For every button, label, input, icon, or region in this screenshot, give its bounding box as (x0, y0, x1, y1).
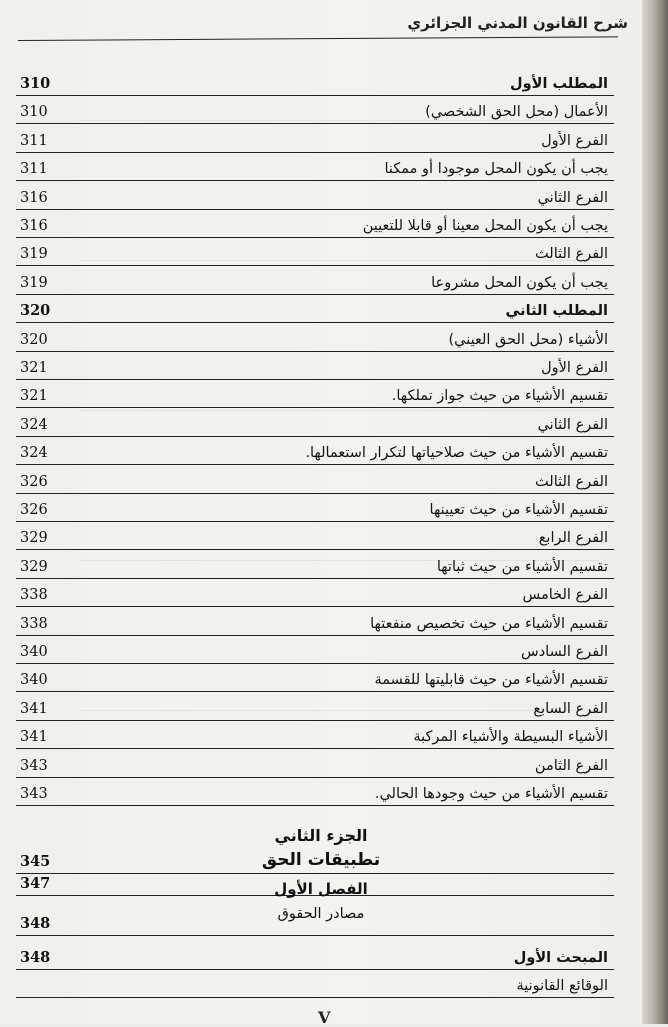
toc-entry-label: الفرع السادس (521, 644, 608, 660)
toc-page-number: 348 (20, 915, 51, 932)
toc-entry-label: الأشياء البسيطة والأشياء المركبة (413, 729, 608, 746)
toc-page-number: 310 (20, 104, 48, 121)
running-header: شرح القانون المدني الجزائري (407, 14, 628, 32)
toc-page-number: 324 (20, 416, 48, 433)
toc-entry-label: الفرع الثامن (534, 757, 608, 774)
book-spine (642, 0, 668, 1024)
toc-page-number: 343 (20, 786, 48, 802)
toc-page-number: 341 (20, 700, 48, 717)
toc-row (16, 970, 614, 998)
toc-page-number: 319 (20, 246, 48, 263)
toc-page-number: 311 (20, 132, 48, 149)
toc-page-number: 329 (20, 558, 48, 575)
toc-page-number: 311 (20, 161, 48, 178)
toc-entry-label: الفرع الثالث (535, 246, 608, 263)
toc-entry-label: تقسيم الأشياء من حيث قابليتها للقسمة (374, 672, 608, 689)
row-rule (16, 997, 614, 998)
toc-entry-label: المطلب الأول (510, 76, 608, 92)
toc-page-number: 345 (20, 853, 51, 870)
toc-page-number: 343 (20, 757, 48, 774)
toc-entry-label: تقسيم الأشياء من حيث ثباتها (436, 558, 608, 575)
toc-entry-label: تقسيم الأشياء من حيث صلاحياتها لتكرار استعمالها. (305, 445, 608, 462)
toc-page-number: 310 (20, 75, 51, 92)
toc-page-number: 321 (20, 388, 48, 405)
toc-entry-label: تقسيم الأشياء من حيث تخصيص منفعتها (370, 615, 608, 632)
toc-entry-label: تقسيم الأشياء من حيث تعيينها (429, 502, 608, 518)
toc-page-number: 324 (20, 445, 48, 462)
toc-entry-label: الأعمال (محل الحق الشخصي) (425, 104, 608, 121)
toc-entry-label: تقسيم الأشياء من حيث جواز تملكها. (391, 388, 608, 405)
toc-entry-label: الفرع الثالث (535, 473, 608, 490)
toc-entry-label: الأشياء (محل الحق العيني) (448, 331, 608, 348)
chapter-title: الفصل الأول (274, 880, 368, 898)
toc-page-number: 338 (20, 615, 48, 632)
toc-page-number: 348 (20, 949, 51, 966)
toc-page-number: 338 (20, 587, 48, 604)
page-number: V (318, 1008, 331, 1027)
toc-entry-label: يجب أن يكون المحل معينا أو قابلا للتعيين (362, 218, 608, 234)
toc-page-number: 320 (20, 331, 48, 348)
toc-page-number: 320 (20, 302, 51, 320)
toc-entry-label: المطلب الثاني (505, 303, 608, 320)
toc-page-number: 321 (20, 360, 48, 376)
toc-entry-label: الفرع الأول (541, 360, 608, 376)
toc-entry-label: يجب أن يكون المحل مشروعا (431, 274, 608, 291)
toc-entry-label: الفرع الثاني (537, 416, 608, 433)
toc-page-number: 319 (20, 274, 48, 291)
toc-entry-label: يجب أن يكون المحل موجودا أو ممكنا (384, 161, 608, 178)
toc-page-number: 341 (20, 729, 48, 746)
toc-page-number: 347 (20, 875, 51, 892)
toc-entry-label: الفرع السابع (533, 700, 608, 717)
toc-page-number: 316 (20, 189, 48, 206)
toc-page-number: 340 (20, 644, 48, 660)
toc-entry-label: تقسيم الأشياء من حيث وجودها الحالي. (374, 786, 608, 802)
toc-page-number: 329 (20, 530, 48, 547)
toc-entry-label: الفرع الثاني (537, 189, 608, 206)
toc-entry-label: الفرع الخامس (522, 587, 608, 604)
toc-page-number: 326 (20, 502, 48, 518)
toc-page-number: 316 (20, 218, 48, 234)
toc-entry-label: الوقائع القانونية (516, 978, 608, 994)
part-subtitle: تطبيقات الحق (261, 850, 381, 870)
toc-entry-label: الفرع الأول (541, 132, 608, 149)
toc-page-number: 340 (20, 672, 48, 689)
toc-page-number: 326 (20, 473, 48, 490)
toc-row (16, 942, 614, 970)
toc-entry-label: المبحث الأول (513, 950, 608, 966)
toc-entry-label: الفرع الرابع (538, 530, 608, 547)
chapter-subject: مصادر الحقوق (277, 906, 365, 922)
part-title: الجزء الثاني (274, 826, 368, 845)
